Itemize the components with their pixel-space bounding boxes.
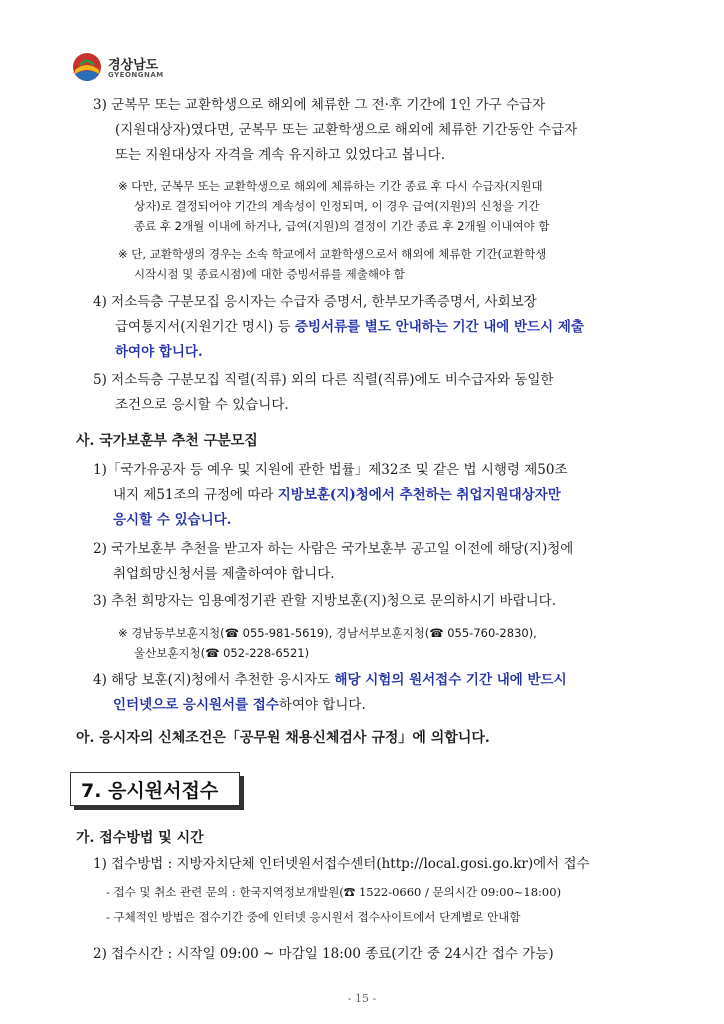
section-ga-heading: 가. 접수방법 및 시간 [76, 830, 204, 846]
note-exchange-student: ※ 단, 교환학생의 경우는 소속 학교에서 교환학생으로서 해외에 체류한 기간(교환학생 시작시점 및 종료시점)에 대한 증빙서류를 제출해야 함 [118, 247, 547, 281]
note-veterans-offices: ※ 경남동부보훈지청(☎ 055-981-5619), 경남서부보훈지청(☎ 055-760-2830), 울산보훈지청(☎ 052-228-6521) [118, 626, 537, 660]
section-sa-heading: 사. 국가보훈부 추천 구분모집 [76, 433, 258, 449]
section-7-title: 7. 응시원서접수 [81, 780, 219, 802]
ga-item-1: 1) 접수방법 : 지방자치단체 인터넷원서접수센터(http://local.gosi.go.kr)에서 접수 [93, 856, 590, 872]
logo-name-en: GYEONGNAM [108, 71, 164, 79]
gyeongnam-logo [72, 52, 182, 88]
item-3: 3) 군복무 또는 교환학생으로 해외에 체류한 그 전·후 기간에 1인 가구 수급자 (지원대상자)였다면, 군복무 또는 교환학생으로 해외에 체류한 기간동안 수급자 또는 지원대상자 자격을 계속 유지하고 있었다고 봅니다. [93, 97, 578, 163]
item-5: 5) 저소득층 구분모집 직렬(직류) 외의 다른 직렬(직류)에도 비수급자와 동일한 조건으로 응시할 수 있습니다. [93, 372, 554, 413]
sa-item-2: 2) 국가보훈부 추천을 받고자 하는 사람은 국가보훈부 공고일 이전에 해당(지)청에 취업희망신청서를 제출하여야 합니다. [93, 541, 574, 582]
page-number: - 15 - [347, 992, 377, 1005]
section-7-title-box [70, 772, 240, 806]
sa-item-3: 3) 추천 희망자는 임용예정기관 관할 지방보훈(지)청으로 문의하시기 바랍니다. [93, 593, 556, 609]
ga-item-2: 2) 접수시간 : 시작일 09:00 ~ 마감일 18:00 종료(기간 중 24시간 접수 가능) [93, 946, 554, 962]
ga-item-1-notes: - 접수 및 취소 관련 문의 : 한국지역정보개발원(☎ 1522-0660 / 문의시간 09:00~18:00) - 구체적인 방법은 접수기간 중에 인터넷 응시원서 접수사이트에서 단계별로 안내함 [106, 885, 562, 924]
note-military: ※ 다만, 군복무 또는 교환학생으로 해외에 체류하는 기간 종료 후 다시 수급자(지원대 상자)로 결정되어야 기간의 계속성이 인정되며, 이 경우 급여(지원)의 신청을 기간 종료 후 2개월 이내에 하거나, 급여(지원)의 결정이 기간 종료 후 2개월 이내여야 함 [118, 179, 550, 233]
item-4: 4) 저소득층 구분모집 응시자는 수급자 증명서, 한부모가족증명서, 사회보장 급여통지서(지원기간 명시) 등 증빙서류를 별도 안내하는 기간 내에 반드시 제출 하여야 합니다. [93, 294, 584, 360]
gyeongnam-emblem-icon [72, 52, 102, 82]
sa-item-4: 4) 해당 보훈(지)청에서 추천한 응시자도 해당 시험의 원서접수 기간 내에 반드시 인터넷으로 응시원서를 접수하여야 합니다. [93, 672, 567, 713]
logo-name-ko: 경상남도 [108, 58, 159, 73]
sa-item-1: 1)「국가유공자 등 예우 및 지원에 관한 법률」제32조 및 같은 법 시행령 제50조 내지 제51조의 규정에 따라 지방보훈(지)청에서 추천하는 취업지원대상자만 응시할 수 있습니다. [93, 462, 568, 528]
section-ah-physical-condition: 아. 응시자의 신체조건은「공무원 채용신체검사 규정」에 의합니다. [76, 730, 490, 746]
